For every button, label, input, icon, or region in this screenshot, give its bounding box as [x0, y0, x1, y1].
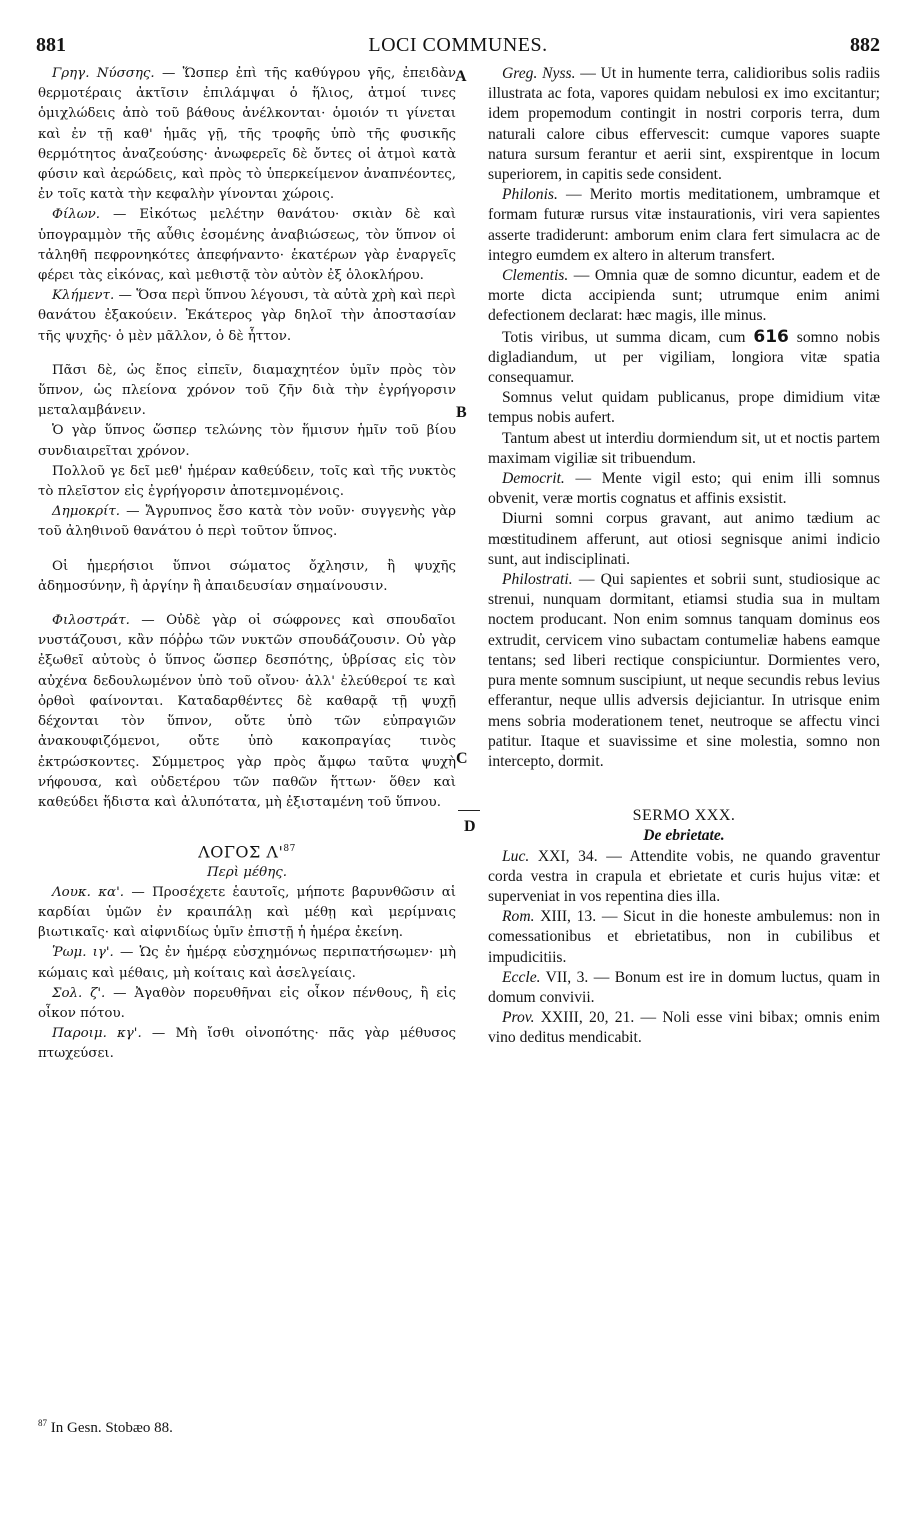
- latin-section-title: SERMO XXX.: [632, 807, 736, 825]
- left-page-number: 881: [36, 34, 66, 56]
- paragraph-text: XIII, 13. — Sicut in die honeste ambulemus: non in comessationibus et ebrietatibus, non in cubilibus et impudicitiis.: [488, 908, 880, 966]
- source-label: Prov.: [502, 1009, 535, 1027]
- section-title-note: 87: [283, 844, 296, 855]
- latin-paragraph: [488, 509, 880, 570]
- paragraph-text: — Μὴ ἴσθι οἰνοπότης· πᾶς γὰρ μέθυσος πτωχεύσει.: [38, 1026, 457, 1062]
- paragraph-text: — Ἄγρυπνος ἔσο κατὰ τὸν νοῦν· συγγενὴς γὰρ τοῦ ἀληθινοῦ θανάτου ὁ περὶ τοῦτον ὕπνος.: [38, 504, 456, 540]
- paragraph-text: — Ὥσπερ ἐπὶ τῆς καθύγρου γῆς, ἐπειδὰν θερμοτέραις ἀκτῖσιν ἐπιλάμψαι ὁ ἥλιος, ἀτμοί τινες ὁμιχλώδεις ἀπὸ τοῦ βάθους ἀνέλκονται· ὁμοιόν τι γίνεται καὶ ἐν τῇ καθ' ἡμᾶς γῇ, τῆς τροφῆς ὑπὸ τῆς φυσικῆς θερμότητος ἀναζεούσης· ἀνωφερεῖς δὲ ὄντες οἱ ἀτμοὶ κατὰ φύσιν καὶ ἀερώδεις, καὶ πρὸς τὸ ὑπερκείμενον ἀναπνέοντες, ἐν τοῖς κατὰ τὴν κεφαλὴν γίνονται χώροις.: [38, 66, 457, 203]
- greek-paragraph: [38, 205, 456, 286]
- latin-paragraph: [488, 469, 880, 509]
- paragraph-text: VII, 3. — Bonum est ire in domum luctus, quam in domum convivii.: [488, 968, 880, 1006]
- source-label: Σολ. ζ'.: [52, 985, 106, 1001]
- greek-paragraph: [38, 984, 456, 1024]
- greek-column: [38, 64, 456, 1065]
- paragraph-text: Somnus velut quidam publicanus, prope dimidium vitæ tempus nobis aufert.: [488, 389, 880, 427]
- latin-paragraph: [488, 64, 880, 185]
- greek-paragraph: [38, 421, 456, 461]
- margin-letter-b: B: [456, 404, 467, 421]
- greek-section-subtitle: Περὶ μέθης.: [207, 864, 287, 880]
- latin-paragraph: [488, 185, 880, 266]
- greek-paragraph: [38, 64, 456, 205]
- footnote-mark: 87: [38, 1418, 47, 1428]
- source-label: Δημοκρίτ.: [52, 504, 121, 520]
- paragraph-text: Οἱ ἡμερήσιοι ὕπνοι σώματος ὄχλησιν, ἢ ψυχῆς ἀδημοσύνην, ἢ ἀργίην ἢ ἀπαιδευσίαν σημαίνουσιν.: [38, 558, 456, 594]
- source-label: Κλήμεντ.: [52, 288, 115, 304]
- paragraph-text: — Ἀγαθὸν πορευθῆναι εἰς οἶκον πένθους, ἢ εἰς οἶκον πότου.: [38, 985, 456, 1022]
- greek-paragraph: [38, 361, 456, 422]
- paragraph-text: — Omnia quæ de somno dicuntur, eadem et de morte dicta accipienda sunt; utrumque enim animi defectionem declarat: hæc magis, ille minus.: [488, 267, 880, 325]
- latin-paragraph: [488, 388, 880, 428]
- source-label: Φίλων.: [52, 207, 101, 223]
- paragraph-text: — Εἰκότως μελέτην θανάτου· σκιὰν δὲ καὶ ὑπογραμμὸν τῆς αὖθις ἐσομένης ἀναβιώσεως, τὸν ὕπνον οἱ τἀληθῆ πεφρονηκότες ἀπεφήναντο· ἑκατέρων γὰρ ἐναργεῖς φέρει τὰς εἰκόνας, καὶ μεθιστᾷ τὸν αὐτὸν ἐξ ὁλοκλήρου.: [38, 207, 456, 284]
- latin-section-subtitle: De ebrietate.: [643, 827, 725, 845]
- margin-letter-a: A: [455, 68, 467, 85]
- source-label: Λουκ. κα'.: [52, 884, 125, 900]
- paragraph-text: — Οὐδὲ γὰρ οἱ σώφρονες καὶ σπουδαῖοι νυστάζουσι, κἂν πόῤῥω τῶν νυκτῶν σπουδάζουσιν. Οὐ γὰρ ἐξωθεῖ αὐτοὺς ὁ ὕπνος ὥσπερ δεσπότης, ὑβρίσας εἰς τὸν αὐχένα δεδουλωμένον ὑπὸ τοῦ οἴνου· ἀλλ' ἐλεύθεροί τε καὶ ὀρθοὶ φαίνονται. Καταδαρθέντες δὲ καθαρᾷ τῇ ψυχῇ δέχονται τὸν ὕπνον, οὔτε ὑπὸ τῶν εὐπραγιῶν ἀνακουφιζόμενοι, οὔτε ὑπὸ κακοπραγίας τινὸς ἐκτρώσκοντες. Σύμμετρος γὰρ πρὸς ἄμφω ταῦτα ψυχὴ νήφουσα, καὶ οὐδετέρου τῶν παθῶν ἥττων· ὅθεν καὶ καθεύδει ἥδιστα καὶ ἀλυπότατα, μὴ ἐξισταμένη τοῦ ὕπνου.: [38, 613, 456, 810]
- paragraph-text: XXI, 34. — Attendite vobis, ne quando graventur corda vestra in crapula et ebrietate et curis hujus vitæ: et superveniat in vos repentina dies illa.: [488, 847, 880, 905]
- running-title: LOCI COMMUNES.: [368, 34, 548, 56]
- greek-paragraph: [38, 1024, 456, 1064]
- margin-letter-d: D: [464, 818, 476, 835]
- paragraph-text: XXIII, 20, 21. — Noli esse vini bibax; omnis enim vino deditus mendicabit.: [488, 1009, 880, 1047]
- source-label: Democrit.: [502, 470, 565, 488]
- source-label: Rom.: [502, 908, 535, 926]
- greek-paragraph: [38, 286, 456, 347]
- paragraph-text: — Ut in humente terra, calidioribus solis radiis illustrata ac fota, vapores quidam nebulosi ex imo excitantur; idem propemodum contingit in nostri corporis terra, dum naturali calore cibus effervescit: cumque vapores suapte natura sursum ferantur et aerii sint, exspirentque in locum superiorem, in capitis sede consident.: [488, 65, 880, 184]
- source-label: Greg. Nyss.: [502, 65, 576, 82]
- paragraph-text: Πολλοῦ γε δεῖ μεθ' ἡμέραν καθεύδειν, τοῖς καὶ τῆς νυκτὸς τὸ πλεῖστον εἰς ἐγρήγορσιν ἀποτεμνομένοις.: [38, 463, 456, 500]
- latin-column: [488, 64, 880, 1049]
- greek-paragraph: [38, 883, 456, 944]
- paragraph-text: Tantum abest ut interdiu dormiendum sit, ut et noctis partem maximam vigiliæ sit tribuendum.: [488, 429, 880, 467]
- footnote: [38, 1418, 456, 1437]
- latin-paragraph: [488, 429, 880, 469]
- latin-paragraph: [488, 570, 880, 772]
- right-page-number: 882: [850, 34, 880, 56]
- paragraph-text: — Mente vigil esto; qui enim illi somnus obvenit, veræ mortis cognatus et affinis exsistit.: [488, 470, 880, 508]
- paragraph-text: somno nobis digladiandum, ut per vigiliam, longiora vitæ spatia consequamur.: [488, 328, 880, 387]
- paragraph-text: — Merito mortis meditationem, umbramque et formam futuræ rursus vitæ instaurationis, viri vera sapientes asserte tradiderunt: amborum enim clara fert simulacra ac de integro eumdem ex altero in alterum transfert.: [488, 186, 880, 264]
- paragraph-text: — Ὅσα περὶ ὕπνου λέγουσι, τὰ αὐτὰ χρὴ καὶ περὶ θανάτου ἐξακούειν. Ἑκάτερος γὰρ δηλοῖ τὴν ἀποστασίαν τῆς ψυχῆς· ὁ μὲν μᾶλλον, ὁ δὲ ἧττον.: [38, 288, 456, 344]
- latin-paragraph: [488, 907, 880, 968]
- greek-paragraph: [38, 502, 456, 542]
- source-label: Philostrati.: [502, 571, 573, 589]
- greek-paragraph: [38, 943, 456, 983]
- source-label: Eccle.: [502, 968, 541, 986]
- greek-paragraph: [38, 462, 456, 502]
- paragraph-text: — Ὡς ἐν ἡμέρᾳ εὐσχημόνως περιπατήσωμεν· μὴ κώμαις καὶ μέθαις, μὴ κοίταις καὶ ἀσελγείαις.: [38, 945, 457, 981]
- running-header: [36, 34, 880, 62]
- source-label: Clementis.: [502, 267, 569, 285]
- footnote-text: In Gesn. Stobæo 88.: [47, 1420, 173, 1436]
- paragraph-text: Ὁ γὰρ ὕπνος ὥσπερ τελώνης τὸν ἥμισυν ἡμῖν τοῦ βίου συνδιαιρεῖται χρόνον.: [38, 423, 456, 459]
- column-divider-rule: [458, 810, 480, 811]
- latin-paragraph: [488, 1008, 880, 1048]
- source-label: Φιλοστράτ.: [52, 613, 130, 629]
- latin-paragraph: [488, 327, 880, 389]
- source-label: Philonis.: [502, 186, 558, 204]
- margin-letter-c: C: [456, 750, 468, 767]
- paragraph-text: Πᾶσι δὲ, ὡς ἔπος εἰπεῖν, διαμαχητέον ὑμῖν πρὸς τὸν ὕπνον, ὡς πλείονα χρόνον τοῦ ζῆν διὰ τὴν ἐγρήγορσιν μεταλαμβάνειν.: [38, 362, 456, 419]
- source-label: Luc.: [502, 847, 530, 865]
- source-label: Ῥωμ. ιγ'.: [52, 945, 114, 961]
- latin-paragraph: [488, 968, 880, 1008]
- source-label: Γρηγ. Νύσσης.: [52, 66, 155, 81]
- paragraph-text: — Qui sapientes et sobrii sunt, studiosique ac strenui, nunquam dormitant, etiamsi studia sua in multam noctem producant. Non enim somnus tanquam dominus eos extrudit, cervicem vino subactam contumeliæ habens eamque tentans; sed liberi rectique conspiciuntur. Dormientes vero, pura mente somnum suscipiunt, ut neque secundis rebus levius efferantur, neque ullis adversis dejiciantur. In utrisque enim mens sobria moderationem tenet, neutroque se affectu vinci patitur. Itaque et suavissime et sine molestia, somno non intercepto, dormit.: [488, 571, 880, 770]
- greek-section-title: [38, 839, 456, 863]
- greek-paragraph: [38, 557, 456, 597]
- latin-paragraph: [488, 266, 880, 327]
- latin-paragraph: [488, 847, 880, 908]
- greek-paragraph: [38, 611, 456, 813]
- paragraph-text: — Προσέχετε ἑαυτοῖς, μήποτε βαρυνθῶσιν αἱ καρδίαι ὑμῶν ἐν κραιπάλῃ καὶ μέθῃ καὶ μερίμναις βιωτικαῖς· καὶ αἰφνιδίως ὑμῖν ἐπιστῇ ἡ ἡμέρα ἐκείνη.: [38, 884, 456, 941]
- paragraph-text: Totis viribus, ut summa dicam, cum: [502, 328, 746, 346]
- section-title-text: ΛΟΓΟΣ Λ': [198, 842, 284, 862]
- source-label: Παροιμ. κγ'.: [52, 1026, 142, 1042]
- paragraph-text: Diurni somni corpus gravant, aut animo tædium ac mœstitudinem afferunt, aut otiosi segnisque animi indicio sunt, aut indisciplinati.: [488, 510, 880, 568]
- column-marker-number: 616: [753, 326, 789, 347]
